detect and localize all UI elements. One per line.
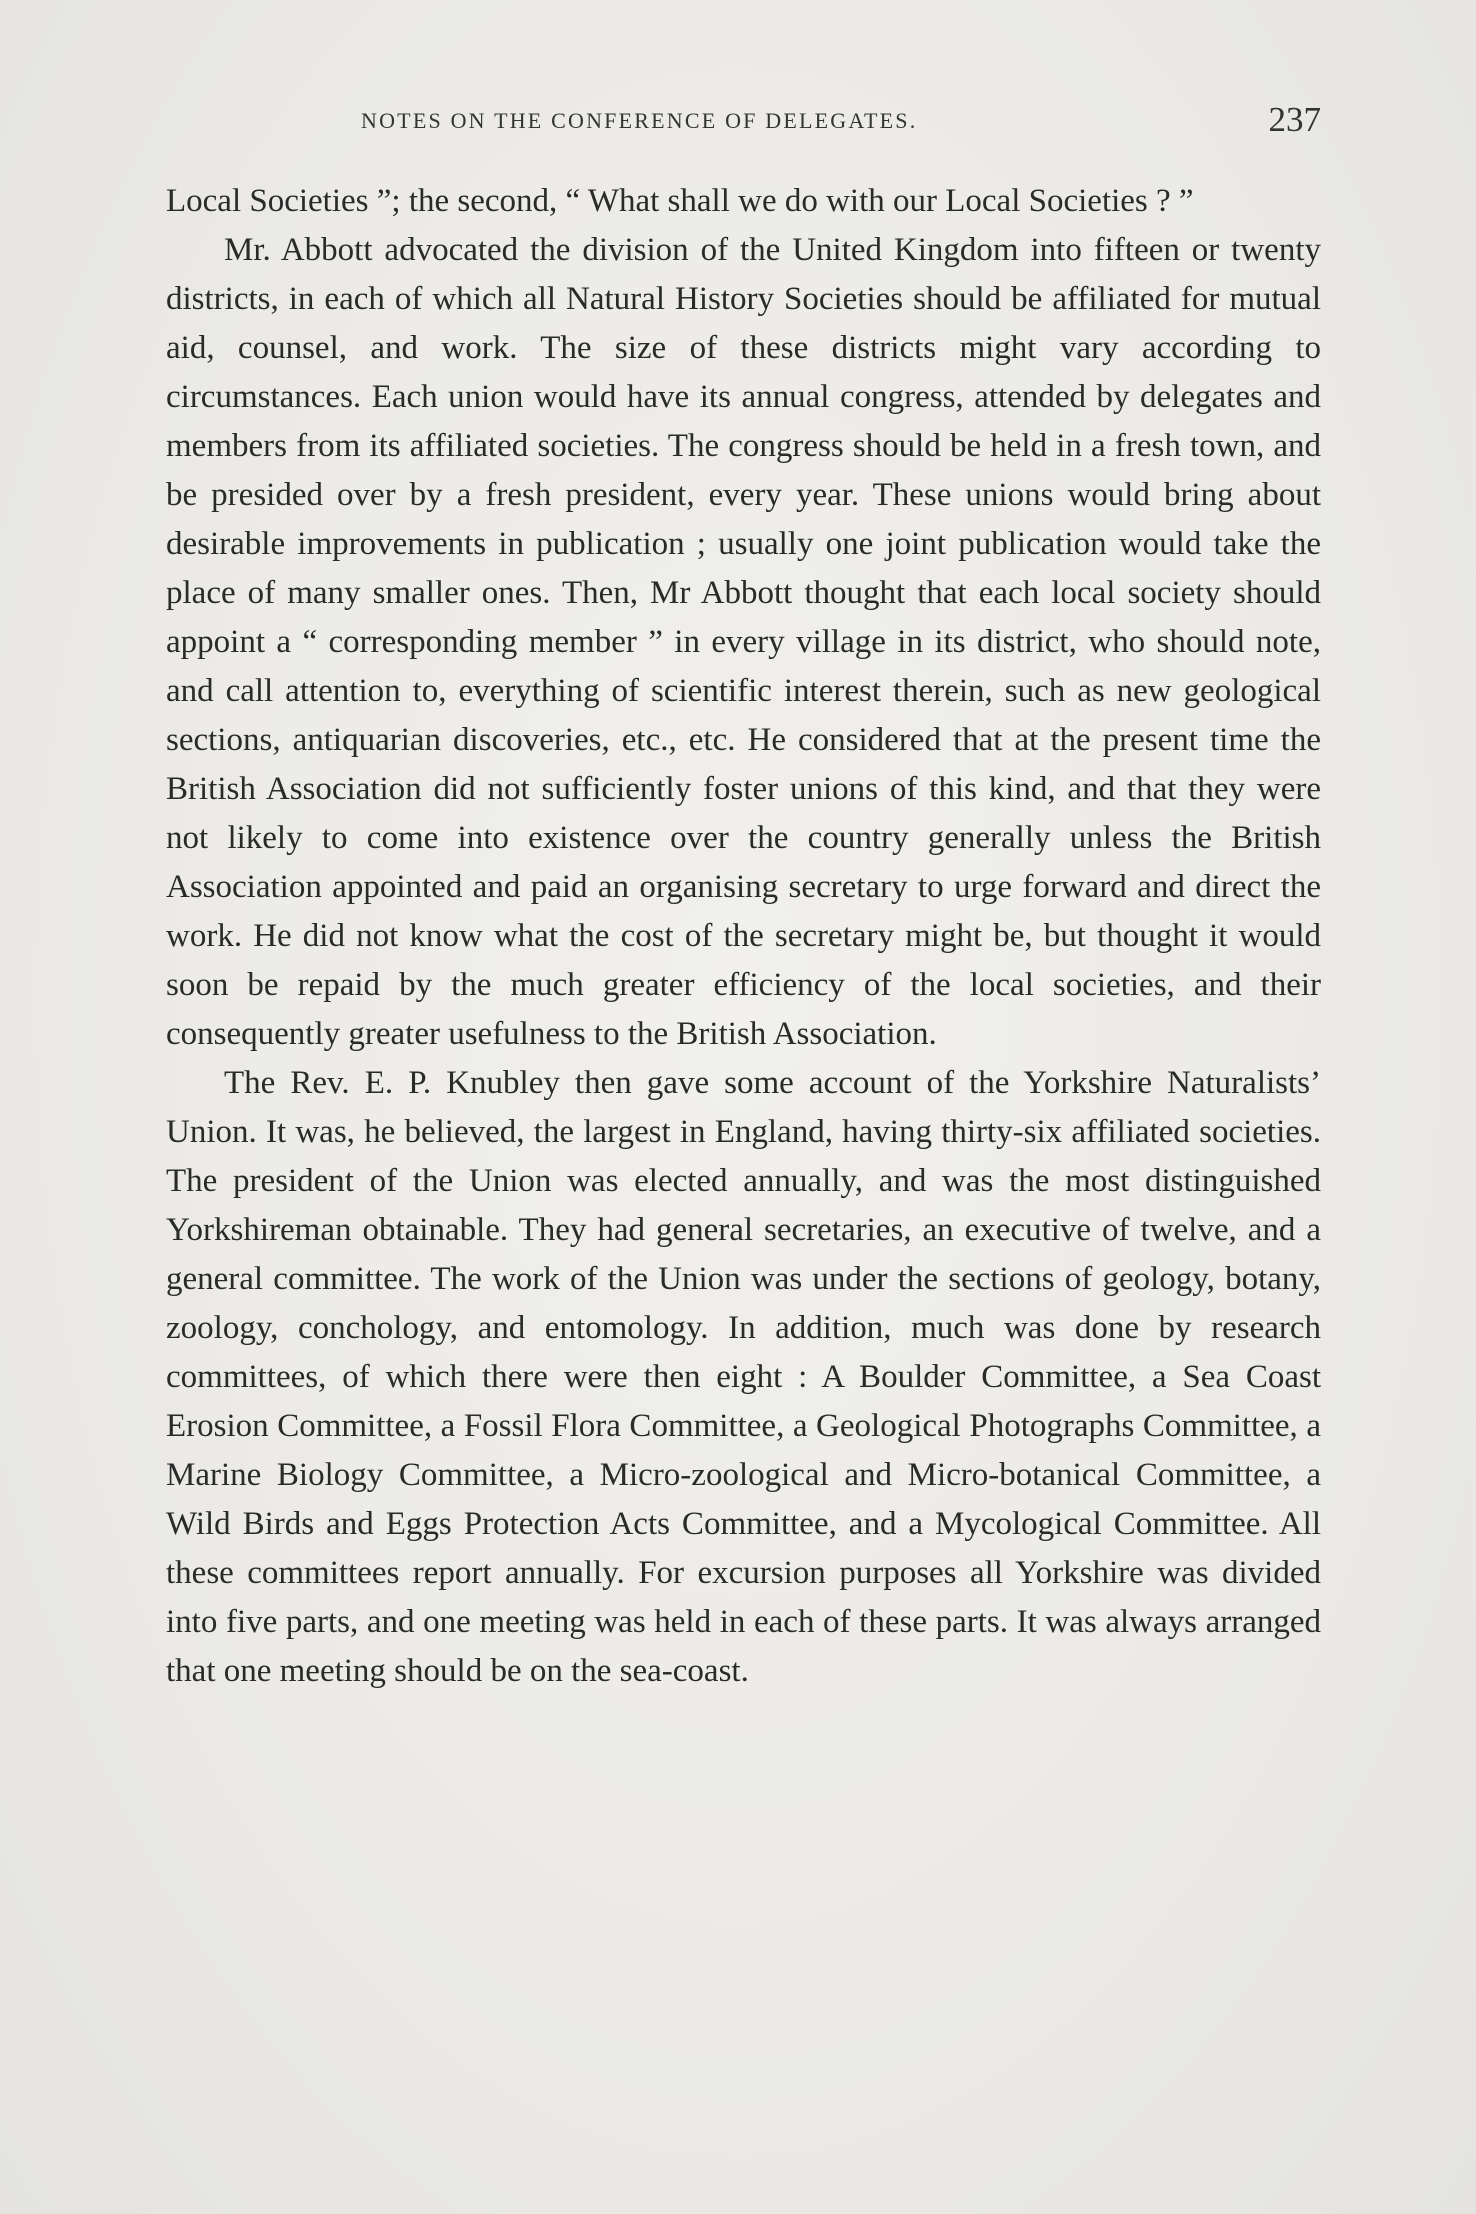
running-title: NOTES ON THE CONFERENCE OF DELEGATES. <box>361 108 918 133</box>
body-text <box>166 177 1321 1696</box>
paragraph-abbott: Mr. Abbott advocated the division of the United Kingdom into fifteen or twenty districts, in each of which all Natural History Societies should be affiliated for mutual aid, counsel, and work. The size of these districts might vary according to circumstances. Each union would have its annual congress, attended by delegates and members from its affiliated societies. The congress should be held in a fresh town, and be presided over by a fresh president, every year. These unions would bring about desirable improvements in publication ; usually one joint publication would take the place of many smaller ones. Then, Mr Abbott thought that each local society should appoint a “ corresponding member ” in every village in its district, who should note, and call attention to, everything of scientific interest therein, such as new geological sections, antiquarian discoveries, etc., etc. He considered that at the present time the British Association did not sufficiently foster unions of this kind, and that they were not likely to come into existence over the country generally unless the British Association appointed and paid an organising secretary to urge forward and direct the work. He did not know what the cost of the secretary might be, but thought it would soon be repaid by the much greater efficiency of the local societies, and their consequently greater usefulness to the British Association. <box>166 232 1321 1052</box>
page-number: 237 <box>1268 100 1321 139</box>
running-head <box>166 100 1321 144</box>
paragraph-continued: Local Societies ”; the second, “ What shall we do with our Local Societies ? ” <box>166 183 1194 219</box>
paragraph-knubley: The Rev. E. P. Knubley then gave some account of the Yorkshire Naturalists’ Union. It was, he believed, the largest in England, having thirty-six affiliated societies. The president of the Union was elected annually, and was the most distinguished Yorkshireman obtainable. They had general secretaries, an executive of twelve, and a general committee. The work of the Union was under the sections of geology, botany, zoology, conchology, and entomology. In addition, much was done by research committees, of which there were then eight : A Boulder Committee, a Sea Coast Erosion Committee, a Fossil Flora Committee, a Geological Photographs Committee, a Marine Biology Committee, a Micro-zoological and Micro-botanical Committee, a Wild Birds and Eggs Protection Acts Committee, and a Mycological Committee. All these committees report annually. For excursion purposes all Yorkshire was divided into five parts, and one meeting was held in each of these parts. It was always arranged that one meeting should be on the sea-coast. <box>166 1065 1321 1689</box>
